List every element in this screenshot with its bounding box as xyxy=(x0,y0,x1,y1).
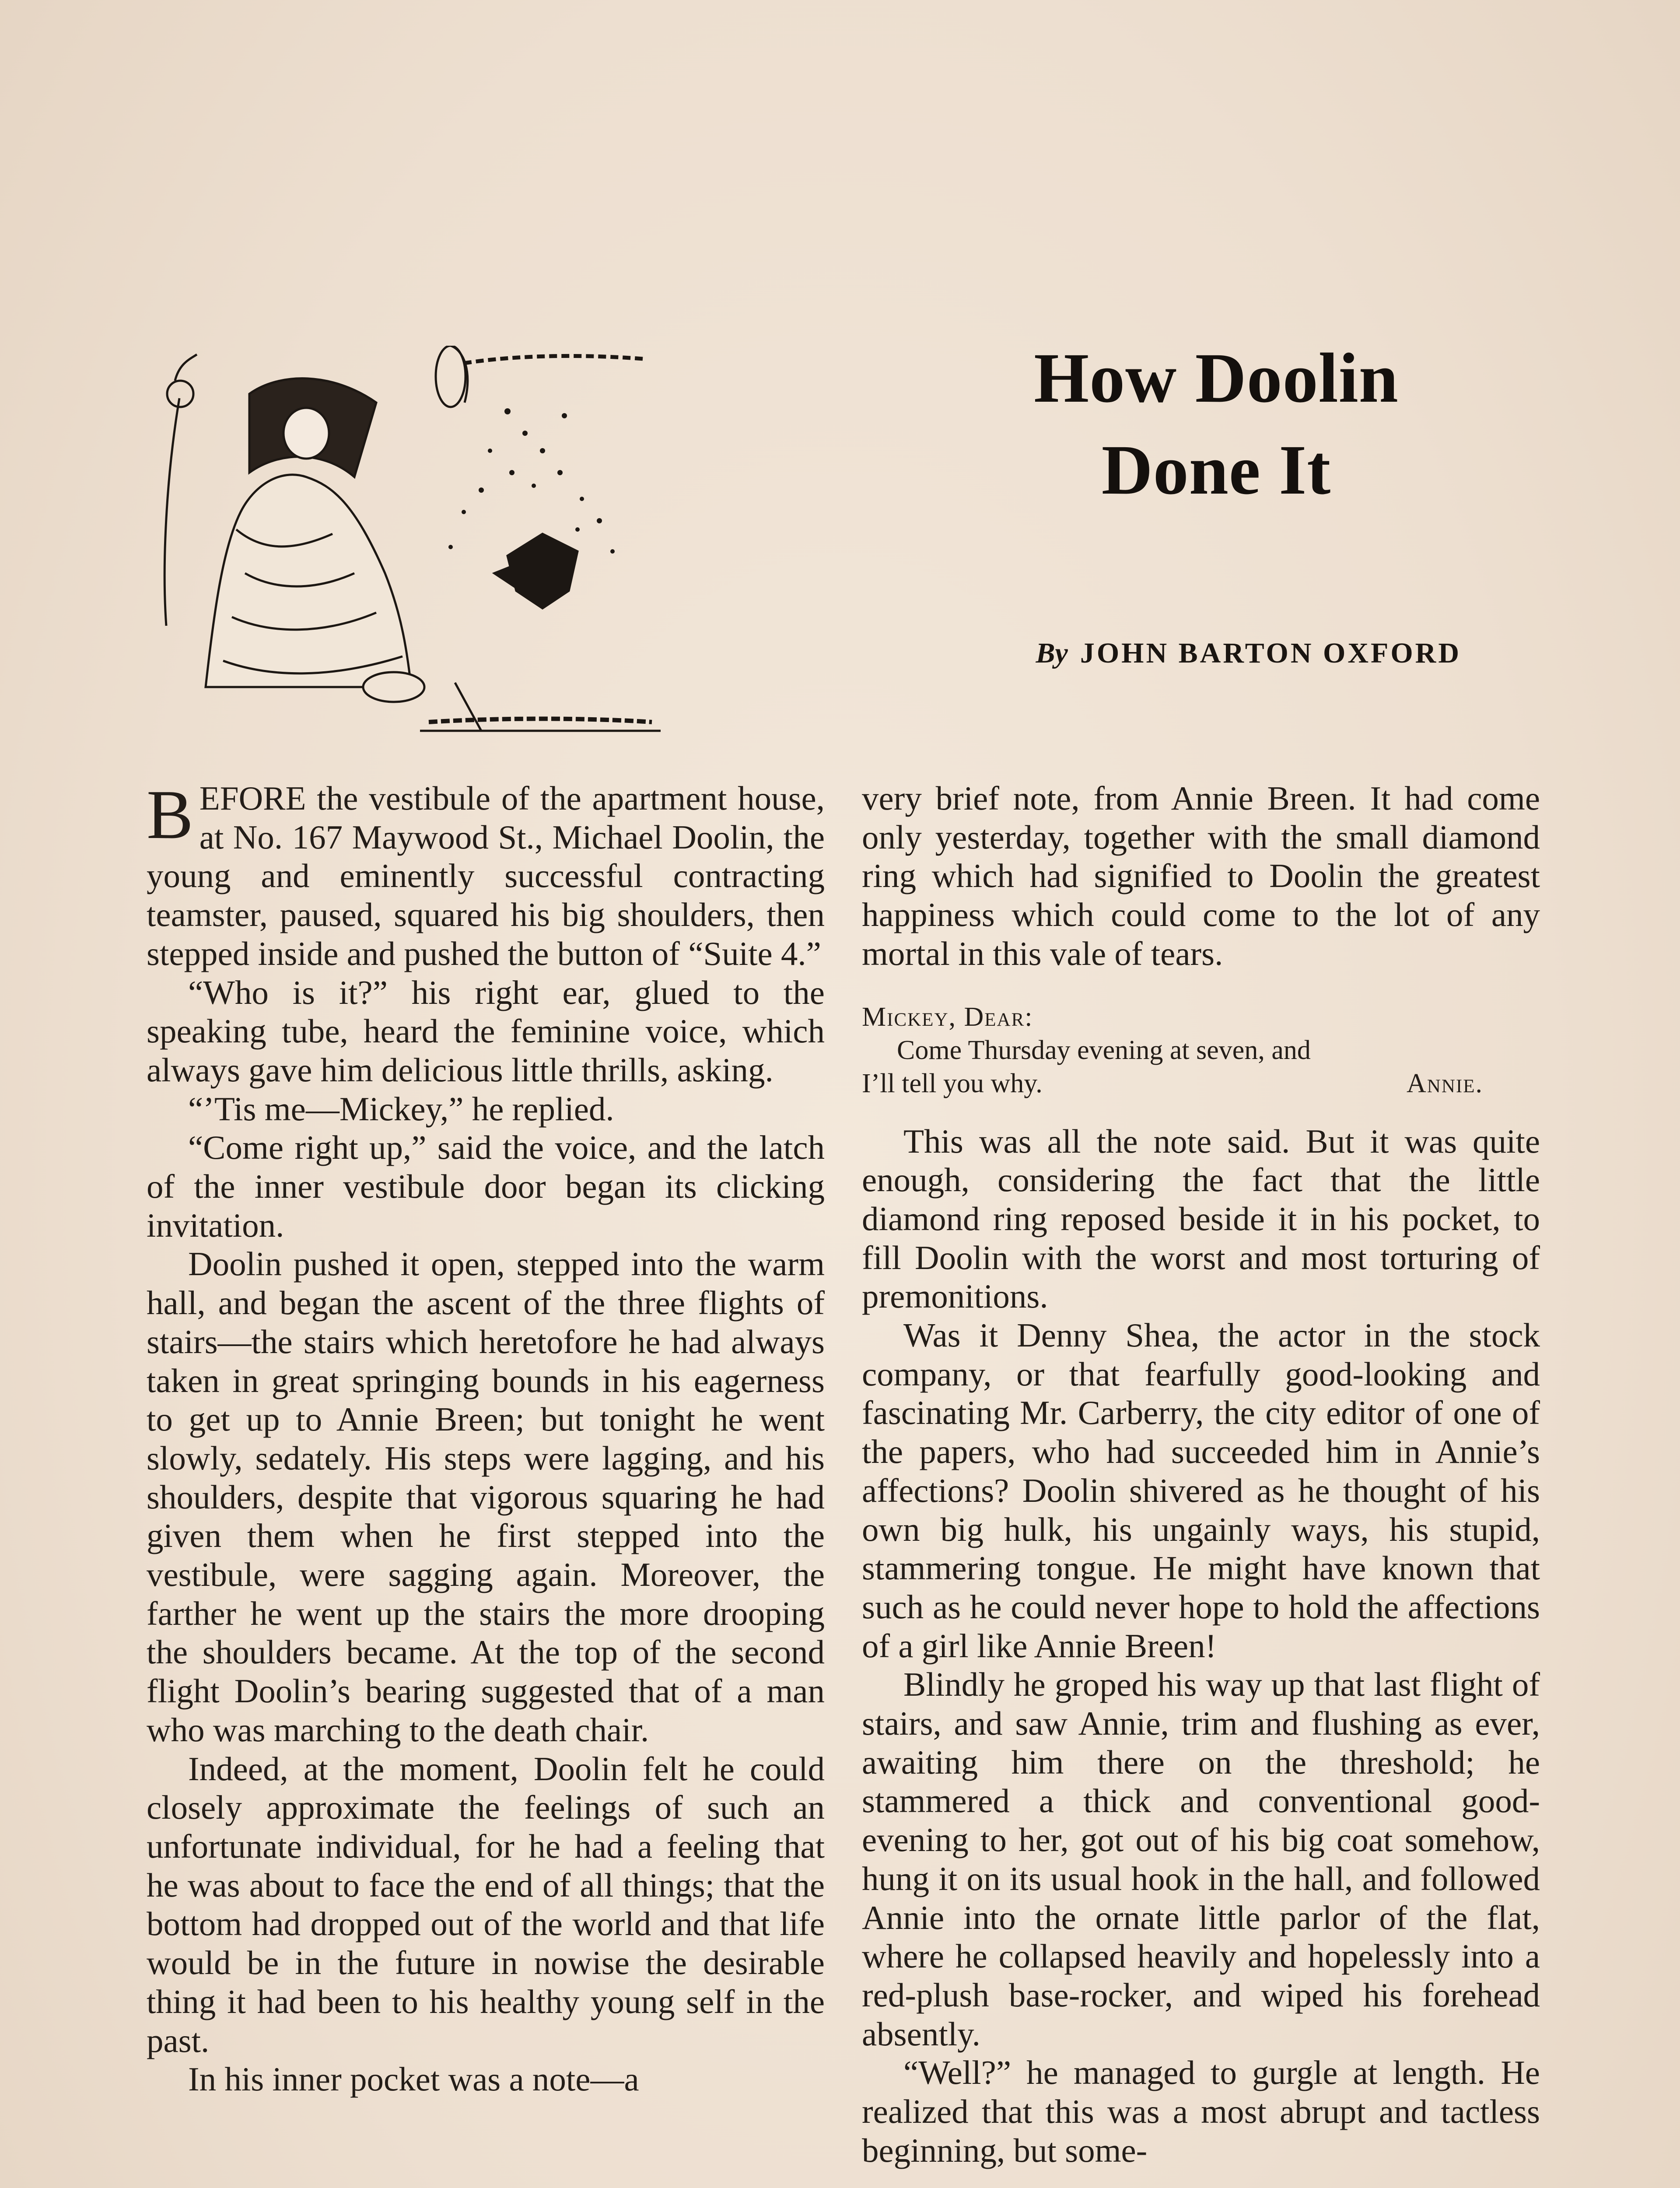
note-body-line-2: I’ll tell you why. xyxy=(862,1068,1043,1098)
byline-prefix: By xyxy=(1036,637,1068,669)
paragraph: Doolin pushed it open, stepped into the warm hall, and began the ascent of the three flights of stairs—the stairs which heretofore he had always taken in great springing bounds in his eagerness to get up to Annie Breen; but tonight he went slowly, sedately. His steps were lagging, and his shoulders, despite that vigorous squaring he had given them when he first stepped into the vestibule, were sagging again. Moreover, the farther he went up the stairs the more drooping the shoulders became. At the top of the second flight Doolin’s bearing suggested that of a man who was marching to the death chair. xyxy=(147,1245,825,1749)
byline-author: JOHN BARTON OXFORD xyxy=(1080,637,1461,669)
paragraph: In his inner pocket was a note—a xyxy=(188,2060,639,2098)
note-salutation: Mickey, Dear: xyxy=(862,1002,1033,1032)
paragraph: “Come right up,” said the voice, and the latch of the inner vestibule door began its clicking invitation. xyxy=(147,1129,825,1244)
quoted-note xyxy=(862,1000,1540,1100)
paragraph: Blindly he groped his way up that last flight of stairs, and saw Annie, trim and flushing as ever, awaiting him there on the threshold; he stammered a thick and conventional good-evening to her, got out of his big coat somehow, hung it on its usual hook in the hall, and followed Annie into the ornate little parlor of the flat, where he collapsed heavily and hopelessly into a red-plush base-rocker, and wiped his forehead absently. xyxy=(862,1666,1540,2053)
byline xyxy=(871,637,1461,670)
title-line-1: How Doolin xyxy=(1034,339,1399,417)
paragraph: Indeed, at the moment, Doolin felt he could closely approximate the feelings of such an unfortunate individual, for he had a feeling that he was about to face the end of all things; that the bottom had dropped out of the world and that life would be in the future in nowise the desirable thing it had been to his healthy young self in the past. xyxy=(147,1750,825,2059)
right-column xyxy=(862,779,1540,2170)
note-closing xyxy=(862,1067,1540,1100)
paragraph: “Well?” he managed to gurgle at length. He realized that this was a most abrupt and tactless beginning, but some- xyxy=(862,2054,1540,2169)
drop-cap: B xyxy=(147,775,193,853)
paragraph xyxy=(147,775,825,973)
header-illustration xyxy=(149,346,761,740)
paragraph: “Who is it?” his right ear, glued to the speaking tube, heard the feminine voice, which always gave him delicious little thrills, asking. xyxy=(147,973,825,1089)
paragraph: Was it Denny Shea, the actor in the stock company, or that fearfully good-looking and fascinating Mr. Carberry, the city editor of one of the papers, who had succeeded him in Annie’s affections? Doolin shivered as he thought of his own big hulk, his ungainly ways, his stupid, stammering tongue. He might have known that such as he could never hope to hold the affections of a girl like Annie Breen! xyxy=(862,1316,1540,1665)
paragraph: This was all the note said. But it was quite enough, considering the fact that the little diamond ring reposed beside it in his pocket, to fill Doolin with the worst and most torturing of premonitions. xyxy=(862,1122,1540,1315)
note-body-line-1: Come Thursday evening at seven, and xyxy=(897,1035,1311,1065)
paragraph: very brief note, from Annie Breen. It had come only yesterday, together with the small diamond ring which had signified to Doolin the greatest happiness which could come to the lot of any mortal in this vale of tears. xyxy=(862,779,1540,972)
article-title xyxy=(875,333,1558,516)
left-column xyxy=(147,775,825,2099)
title-line-2: Done It xyxy=(1101,431,1331,509)
note-signature: Annie. xyxy=(1407,1068,1483,1098)
paragraph-text: EFORE the vestibule of the apartment house, at No. 167 Maywood St., Michael Doolin, the young and eminently successful contracting teamster, paused, squared his big shoulders, then stepped inside and pushed the button of “Suite 4.” xyxy=(147,779,825,972)
paragraph: “’Tis me—Mickey,” he replied. xyxy=(188,1090,614,1128)
